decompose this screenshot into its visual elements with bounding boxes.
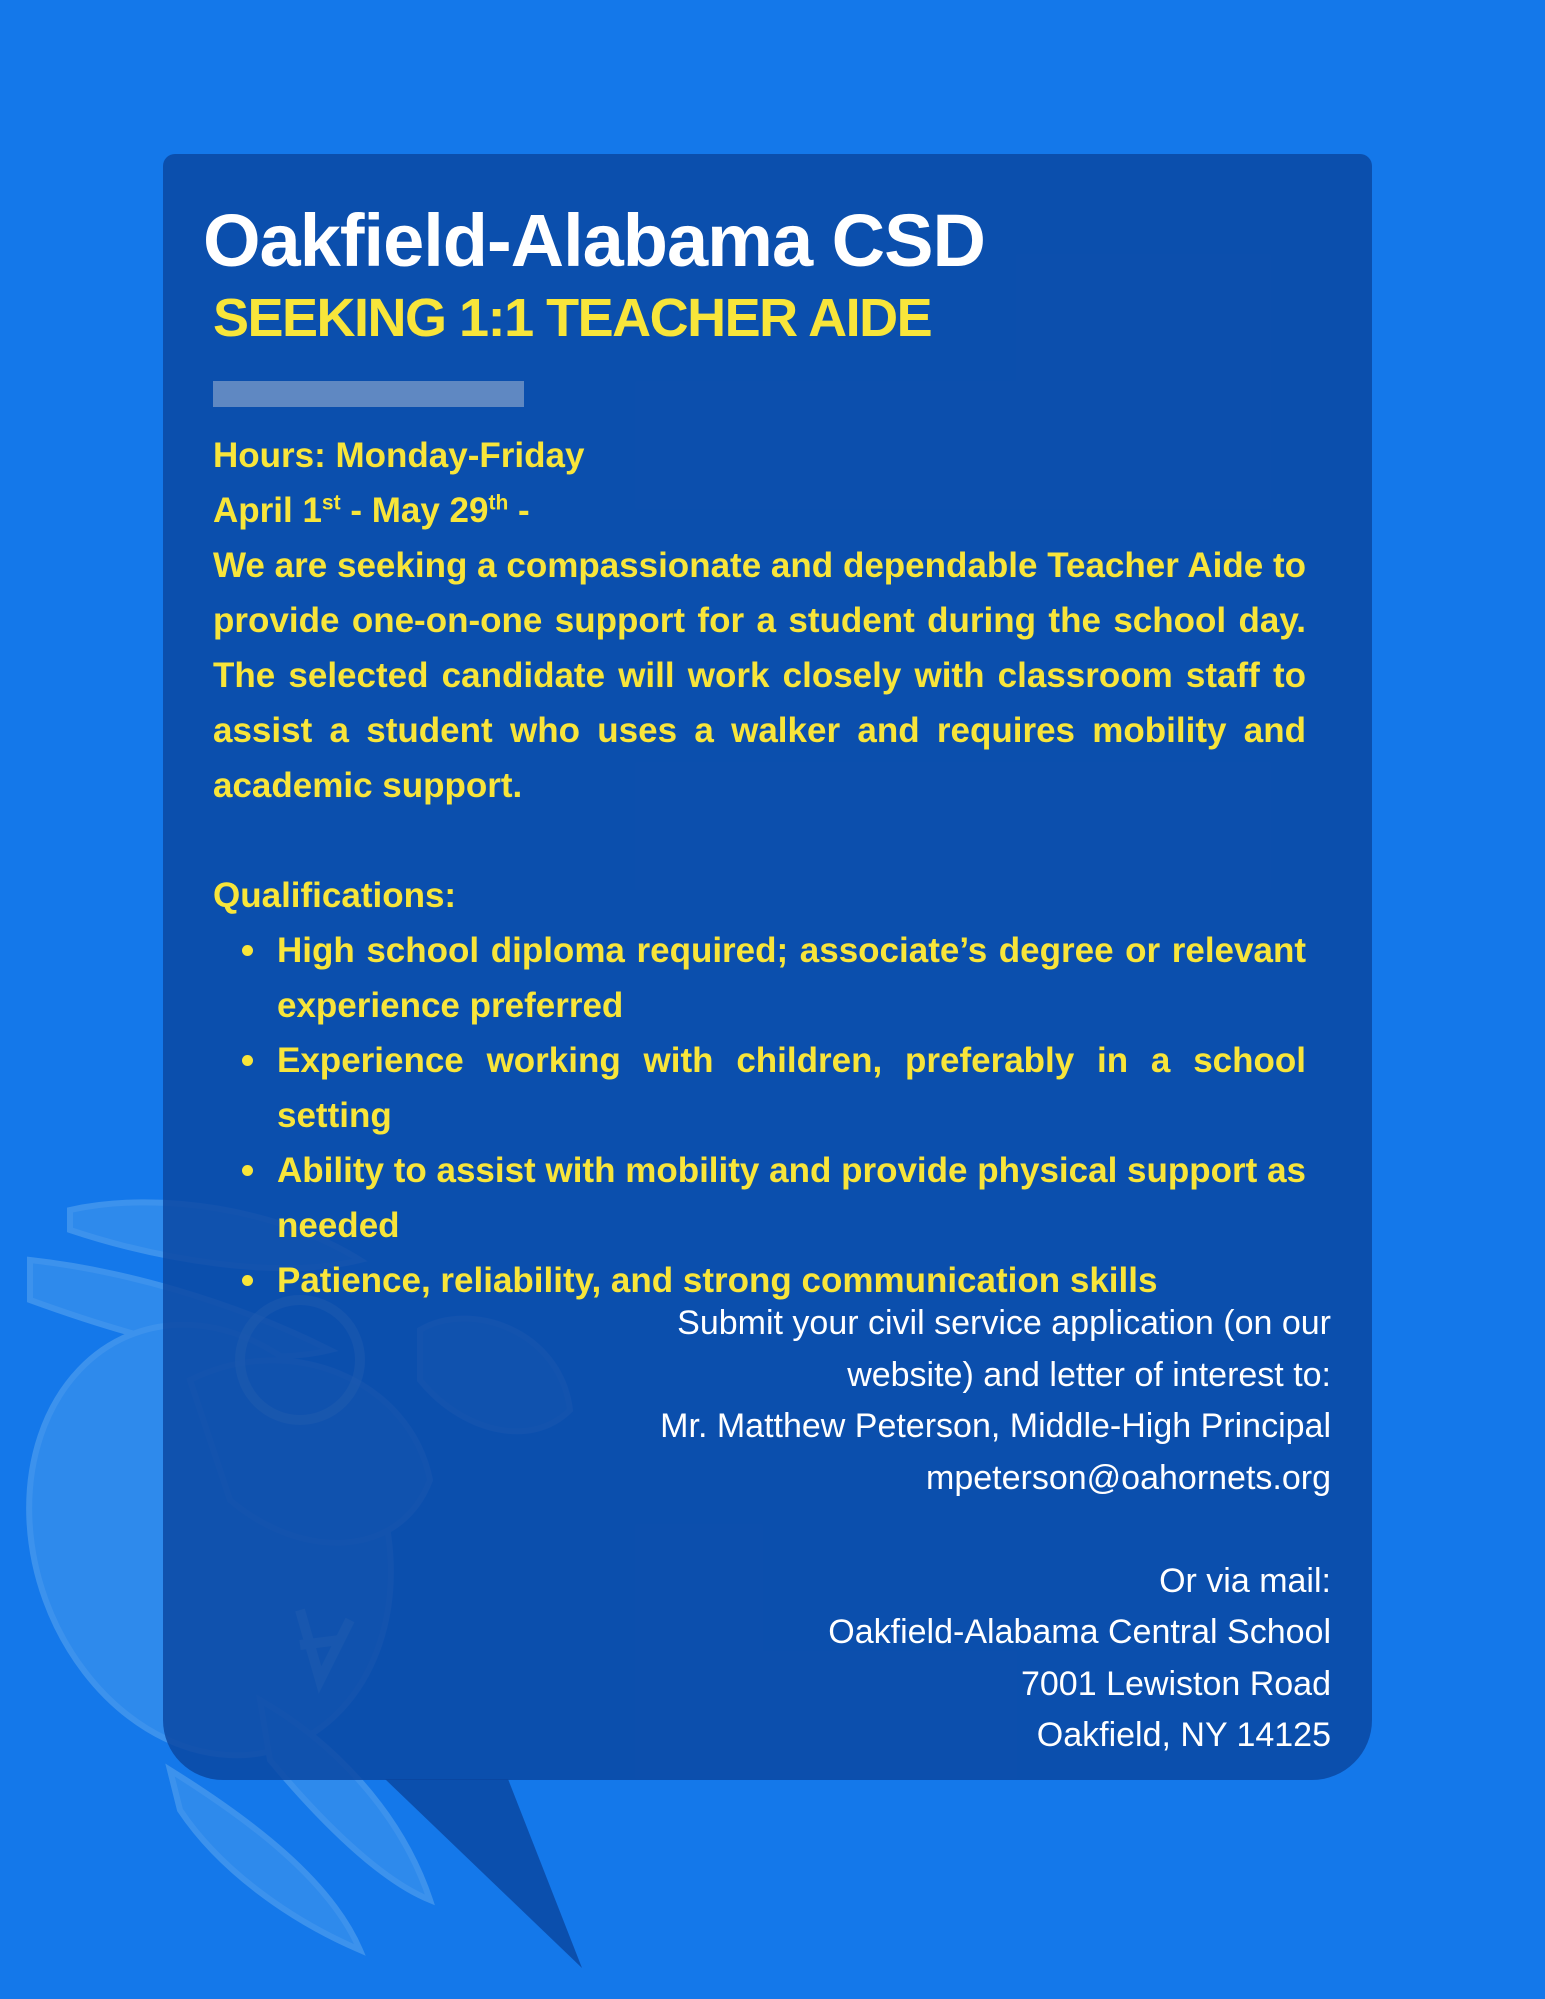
list-item: High school diploma required; associate’s degree or relevant experience preferred [277, 923, 1306, 1033]
submit-instructions-line: Submit your civil service application (on our [677, 1304, 1331, 1342]
page-title: Oakfield-Alabama CSD [203, 199, 985, 282]
list-item: Patience, reliability, and strong communication skills [277, 1253, 1306, 1308]
list-item: Experience working with children, preferably in a school setting [277, 1033, 1306, 1143]
qualifications-heading: Qualifications: [213, 876, 457, 915]
list-item: Ability to assist with mobility and provide physical support as needed [277, 1143, 1306, 1253]
job-details [213, 428, 1306, 1308]
contact-info [431, 1298, 1331, 1762]
bullet-icon [242, 1275, 253, 1286]
bullet-icon [242, 945, 253, 956]
qualifications-list [213, 923, 1306, 1308]
contact-name: Mr. Matthew Peterson, Middle-High Principal [660, 1407, 1331, 1445]
school-name: Oakfield-Alabama Central School [828, 1613, 1331, 1651]
hours-line: Hours: Monday-Friday [213, 436, 585, 475]
divider [213, 381, 524, 407]
submit-instructions-line: website) and letter of interest to: [847, 1355, 1331, 1394]
job-description: We are seeking a compassionate and dependable Teacher Aide to provide one-on-one support for a student during the school day. The selected candidate will work closely with classroom staff to assist a student who uses a walker and requires mobility and academic support. [213, 546, 1306, 805]
bullet-icon [242, 1055, 253, 1066]
job-subtitle: SEEKING 1:1 TEACHER AIDE [213, 288, 932, 348]
dates-line: April 1st - May 29th - [213, 491, 530, 530]
city-state-zip: Oakfield, NY 14125 [1036, 1716, 1331, 1754]
spacer [431, 1504, 1331, 1556]
street-address: 7001 Lewiston Road [1020, 1664, 1331, 1703]
contact-email: mpeterson@oahornets.org [926, 1458, 1331, 1497]
mail-heading: Or via mail: [1159, 1561, 1331, 1600]
bullet-icon [242, 1165, 253, 1176]
